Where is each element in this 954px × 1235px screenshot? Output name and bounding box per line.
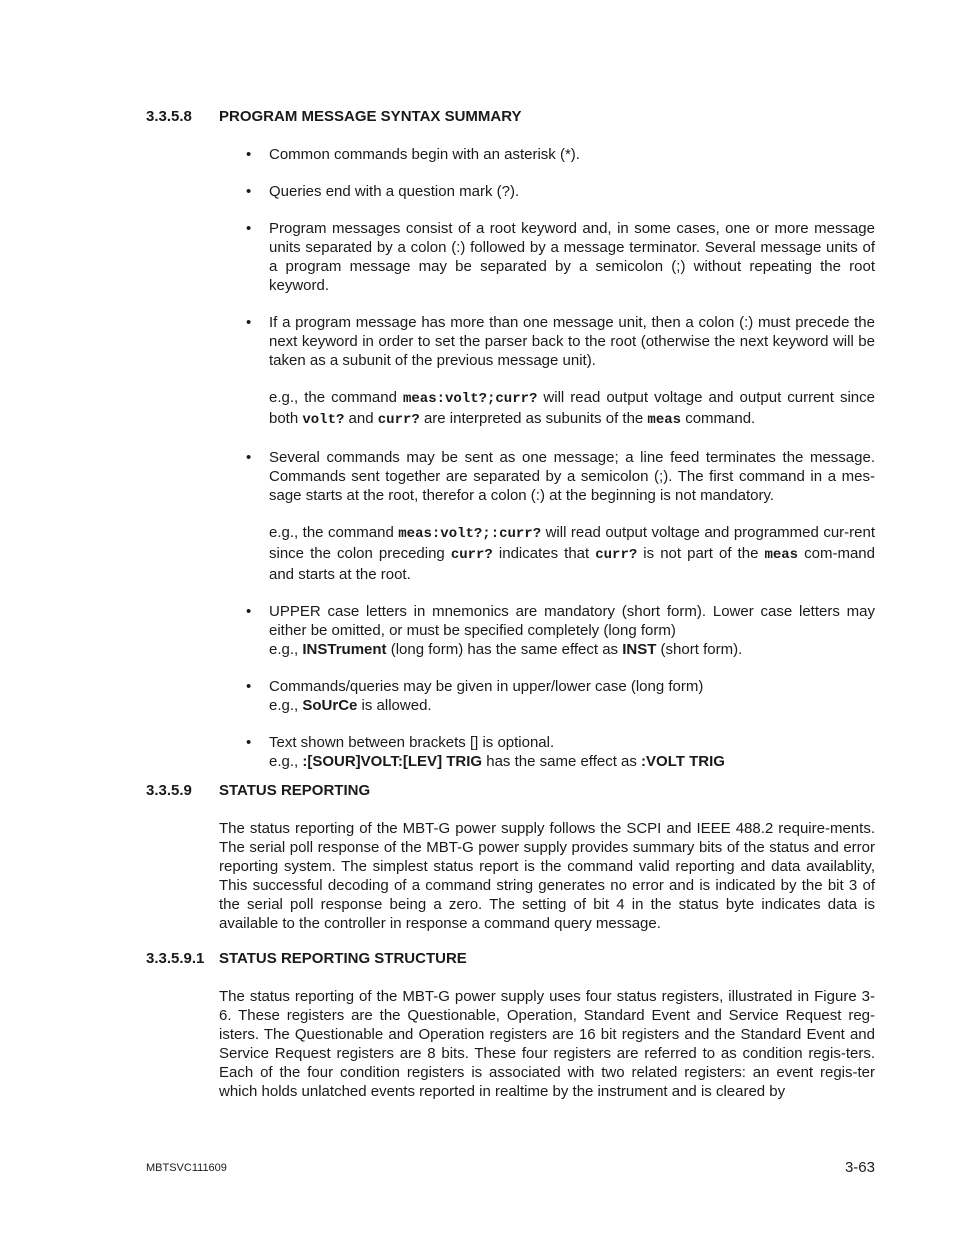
list-item: [246, 182, 875, 201]
section-title: STATUS REPORTING STRUCTURE: [219, 950, 467, 967]
code-command: curr?: [450, 547, 493, 563]
keyword: INST: [622, 641, 657, 658]
list-item: [246, 602, 875, 659]
bullet-text: If a program message has more than one message unit, then a colon (:) must precede the next keyword in order to set the parser back to the root (otherwise the next keyword will be taken as a subunit of the previous message unit).: [269, 314, 875, 369]
section-title: PROGRAM MESSAGE SYNTAX SUMMARY: [219, 108, 522, 125]
keyword: :[SOUR]VOLT:[LEV] TRIG: [302, 753, 483, 770]
list-item: [246, 733, 875, 771]
bullet-text: Commands/queries may be given in upper/lower case (long form) e.g., SoUrCe is allowed.: [269, 678, 704, 714]
section-number: 3.3.5.9: [146, 782, 192, 799]
section-heading-3-3-5-9: [146, 781, 370, 800]
bullet-marker: •: [246, 220, 252, 237]
footer-page-number: 3-63: [844, 1159, 875, 1176]
bullet-marker: •: [246, 603, 252, 620]
code-command: meas:volt?;curr?: [402, 391, 538, 407]
list-item: [246, 219, 875, 295]
bullet-text: Text shown between brackets [] is optional. e.g., :[SOUR]VOLT:[LEV] TRIG has the same effect as :VOLT TRIG: [269, 734, 725, 770]
code-command: meas:volt?;:curr?: [398, 526, 542, 542]
bullet-marker: •: [246, 146, 252, 163]
code-command: curr?: [595, 547, 638, 563]
code-command: curr?: [377, 412, 420, 428]
status-reporting-paragraph: The status reporting of the MBT-G power supply follows the SCPI and IEEE 488.2 require-ments. The serial poll response of the MBT-G power supply provides summary bits of the status and error reporting system. The simplest status report is the command valid reporting and data availablity, This successful decoding of a command string generates no error and is indicated by the bit 3 of the serial poll response being a zero. The setting of bit 4 in the status byte indicates data is available to the controller in response a command query message.: [219, 820, 875, 932]
list-item: [246, 313, 875, 430]
keyword: SoUrCe: [302, 697, 358, 714]
section-title: STATUS REPORTING: [219, 782, 371, 799]
bullet-text: Common commands begin with an asterisk (*).: [269, 146, 580, 163]
list-item: [246, 145, 875, 164]
list-item: [246, 448, 875, 584]
footer-doc-id: MBTSVC111609: [146, 1162, 227, 1174]
bullet-marker: •: [246, 314, 252, 331]
section-heading-3-3-5-8: [146, 107, 522, 126]
example-text: e.g., the command meas:volt?;:curr? will read output voltage and programmed cur-rent since the colon preceding curr? indicates that curr? is not part of the meas com-mand and starts at the root.: [269, 524, 875, 583]
bullet-text: UPPER case letters in mnemonics are mandatory (short form). Lower case letters may either be omitted, or must be specified completely (long form) e.g., INSTrument (long form) has the same effect as INST (short form).: [269, 603, 875, 658]
example-text: e.g., the command meas:volt?;curr? will read output voltage and output current since both volt? and curr? are interpreted as subunits of the meas command.: [269, 389, 875, 428]
section-heading-3-3-5-9-1: [146, 949, 467, 968]
section-number: 3.3.5.9.1: [146, 950, 205, 967]
list-item: [246, 677, 875, 715]
code-command: volt?: [302, 412, 345, 428]
bullet-text: Several commands may be sent as one message; a line feed terminates the message. Commands sent together are separated by a semicolon (;). The first command in a mes-sage starts at the root, therefor a colon (:) at the beginning is not mandatory.: [269, 449, 875, 504]
bullet-marker: •: [246, 678, 252, 695]
bullet-marker: •: [246, 183, 252, 200]
bullet-text: Queries end with a question mark (?).: [269, 183, 520, 200]
keyword: :VOLT TRIG: [641, 753, 725, 770]
syntax-bullet-list: [246, 145, 875, 789]
status-structure-paragraph: The status reporting of the MBT-G power supply uses four status registers, illustrated in Figure 3-6. These registers are the Questionable, Operation, Standard Event and Service Request reg-isters. The Questionable and Operation registers are 16 bit registers and the Standard Event and Service Request registers are 8 bits. These four registers are referred to as condition regis-ters. Each of the four condition registers is associated with two related registers: an event regis-ter which holds unlatched events reported in realtime by the instrument and is cleared by: [219, 988, 875, 1100]
keyword: INSTrument: [302, 641, 387, 658]
bullet-marker: •: [246, 734, 252, 751]
bullet-marker: •: [246, 449, 252, 466]
section-number: 3.3.5.8: [146, 108, 192, 125]
code-command: meas: [647, 412, 682, 428]
bullet-text: Program messages consist of a root keyword and, in some cases, one or more message units separated by a colon (:) followed by a message terminator. Several message units of a program message may be separated by a semicolon (;) without repeating the root keyword.: [269, 220, 875, 294]
code-command: meas: [764, 547, 799, 563]
